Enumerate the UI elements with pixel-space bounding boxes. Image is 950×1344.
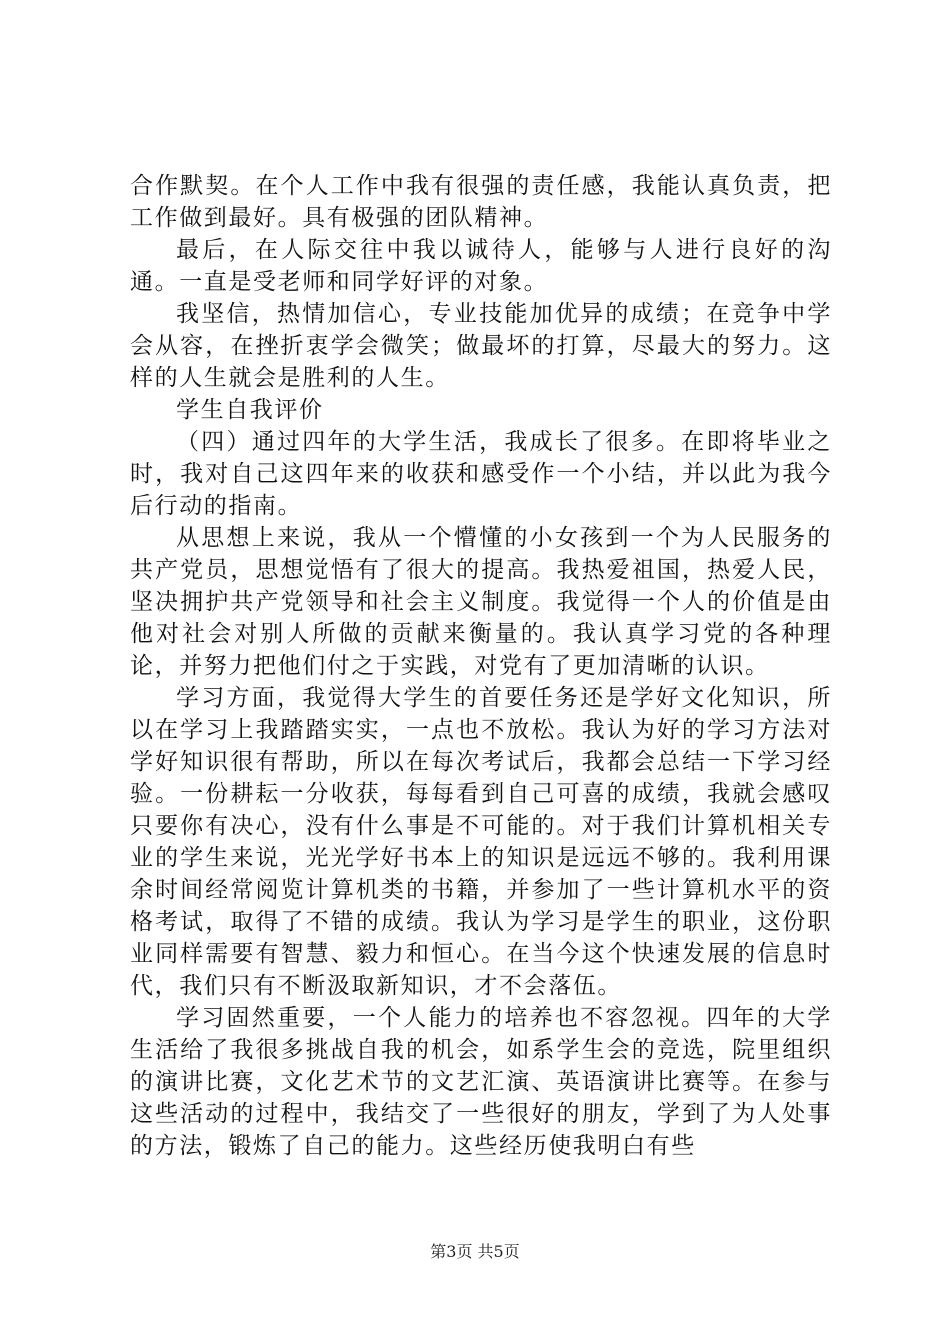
paragraph-ideology: 从思想上来说，我从一个懵懂的小女孩到一个为人民服务的共产党员，思想觉悟有了很大的提高。我热爱祖国，热爱人民，坚决拥护共产党领导和社会主义制度。我觉得一个人的价值是由他对社会对别人所做的贡献来衡量的。我认真学习党的各种理论，并努力把他们付之于实践，对党有了更加清晰的认识。 [130,525,832,679]
document-body [130,170,832,1162]
paragraph-study: 学习方面，我觉得大学生的首要任务还是学好文化知识，所以在学习上我踏踏实实，一点也不放松。我认为好的学习方法对学好知识很有帮助，所以在每次考试后，我都会总结一下学习经验。一份耕耘一分收获，每每看到自己可喜的成绩，我就会感叹只要你有决心，没有什么事是不可能的。对于我们计算机相关专业的学生来说，光光学好书本上的知识是远远不够的。我利用课余时间经常阅览计算机类的书籍，并参加了一些计算机水平的资格考试，取得了不错的成绩。我认为学习是学生的职业，这份职业同样需要有智慧、毅力和恒心。在当今这个快速发展的信息时代，我们只有不断汲取新知识，才不会落伍。 [130,685,832,999]
section-heading: 学生自我评价 [176,397,324,423]
paragraph-continuation: 合作默契。在个人工作中我有很强的责任感，我能认真负责，把工作做到最好。具有极强的团队精神。 [130,173,832,231]
paragraph-abilities: 学习固然重要，一个人能力的培养也不容忽视。四年的大学生活给了我很多挑战自我的机会，如系学生会的竞选，院里组织的演讲比赛，文化艺术节的文艺汇演、英语演讲比赛等。在参与这些活动的过程中，我结交了一些很好的朋友，学到了为人处事的方法，锻炼了自己的能力。这些经历使我明白有些 [130,1005,832,1159]
paragraph-interpersonal: 最后，在人际交往中我以诚待人，能够与人进行良好的沟通。一直是受老师和同学好评的对象。 [130,237,832,295]
page-number-footer: 第3页 共5页 [430,1242,520,1261]
paragraph-summary-intro: （四）通过四年的大学生活，我成长了很多。在即将毕业之时，我对自己这四年来的收获和感受作一个小结，并以此为我今后行动的指南。 [130,429,832,519]
paragraph-belief: 我坚信，热情加信心，专业技能加优异的成绩；在竞争中学会从容，在挫折衷学会微笑；做最坏的打算，尽最大的努力。这样的人生就会是胜利的人生。 [130,301,832,391]
